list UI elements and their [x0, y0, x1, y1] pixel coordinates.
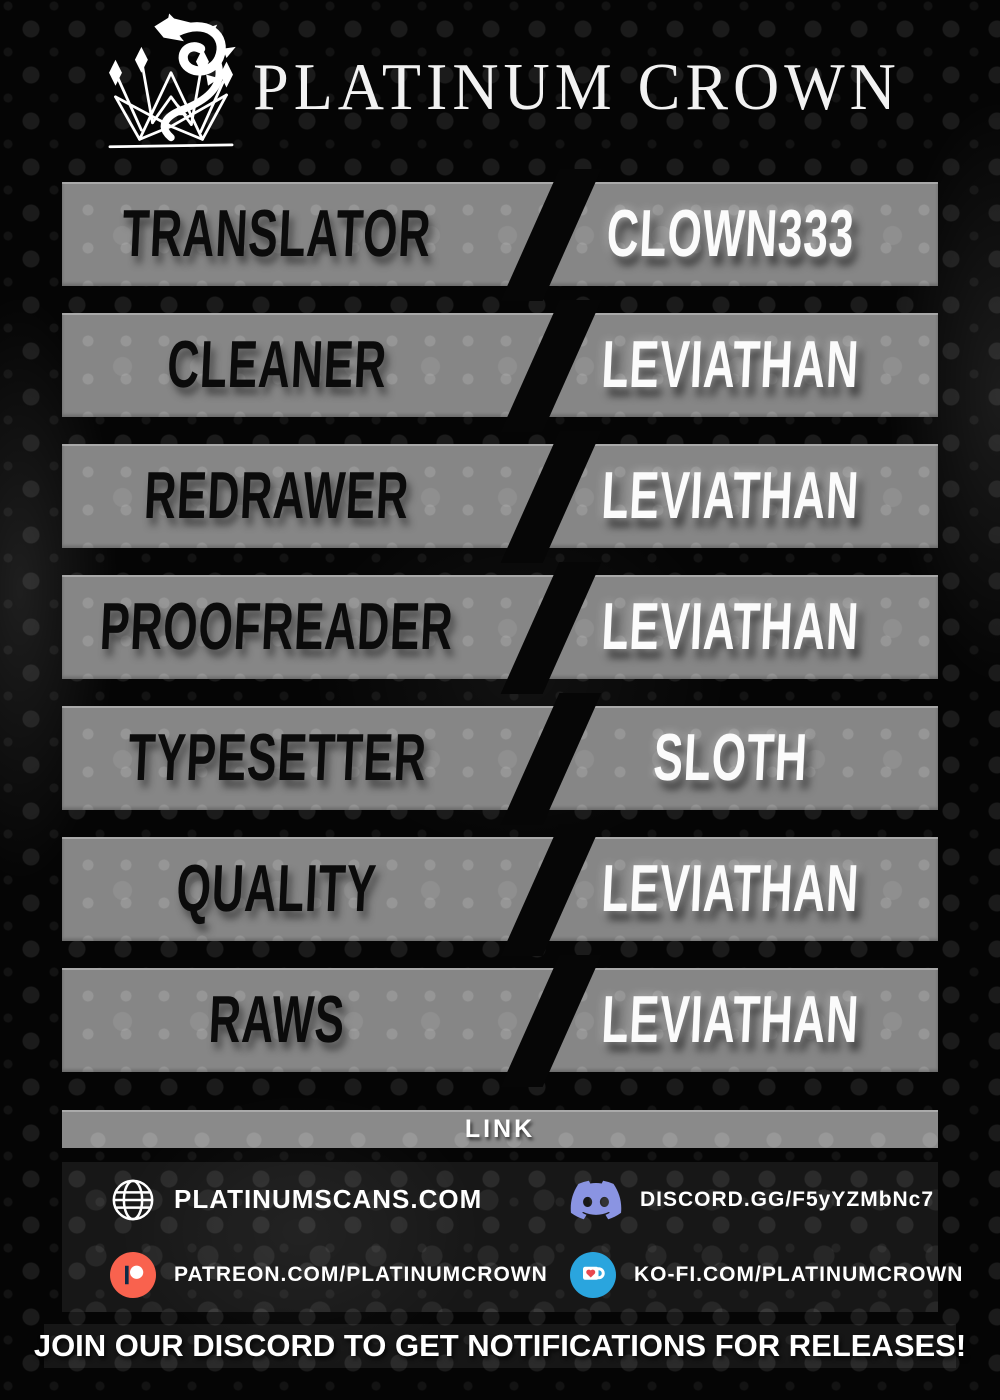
links-header: [62, 1110, 938, 1148]
credit-role-label: QUALITY: [175, 851, 379, 927]
link-discord-label: DISCORD.GG/F5yYZMbNc7: [640, 1187, 935, 1211]
link-kofi[interactable]: [570, 1252, 963, 1298]
patreon-icon: [110, 1252, 156, 1298]
kofi-icon: [570, 1252, 616, 1298]
links-header-label: LINK: [464, 1114, 536, 1143]
brand-title: PLATINUM CROWN: [253, 49, 901, 124]
links-panel: [62, 1162, 964, 1312]
link-website-label: PLATINUMSCANS.COM: [174, 1184, 483, 1214]
credit-role-label: CLEANER: [165, 327, 389, 403]
link-kofi-label: KO-FI.COM/PLATINUMCROWN: [634, 1262, 964, 1286]
link-patreon[interactable]: [110, 1252, 570, 1298]
discord-icon: [570, 1180, 622, 1220]
link-patreon-label: PATREON.COM/PLATINUMCROWN: [174, 1262, 548, 1286]
credit-row-proofreader: [62, 575, 938, 679]
footer-banner: [33, 1324, 967, 1368]
credit-row-typesetter: [62, 706, 938, 810]
globe-icon: [110, 1177, 156, 1223]
credit-name-value: LEVIATHAN: [600, 458, 861, 534]
credits-list: [62, 182, 938, 1099]
credit-role-label: REDRAWER: [142, 458, 412, 534]
credit-name-value: LEVIATHAN: [600, 851, 861, 927]
credit-name-value: LEVIATHAN: [600, 327, 861, 403]
dragon-crown-logo-icon: [86, 8, 256, 156]
credit-role-label: TYPESETTER: [126, 720, 428, 796]
credit-name-value: CLOWN333: [605, 196, 856, 272]
link-website[interactable]: [110, 1177, 570, 1223]
credit-row-redrawer: [62, 444, 938, 548]
credit-row-quality: [62, 837, 938, 941]
footer-message: JOIN OUR DISCORD TO GET NOTIFICATIONS FOR RELEASES!: [33, 1328, 967, 1363]
credit-role-label: PROOFREADER: [98, 589, 456, 665]
credit-name-value: LEVIATHAN: [600, 982, 861, 1058]
credit-role-label: RAWS: [207, 982, 347, 1058]
credit-name-value: LEVIATHAN: [600, 589, 861, 665]
credit-row-translator: [62, 182, 938, 286]
credit-role-label: TRANSLATOR: [120, 196, 434, 272]
credit-row-cleaner: [62, 313, 938, 417]
link-discord[interactable]: [570, 1180, 963, 1220]
credit-row-raws: [62, 968, 938, 1072]
credit-name-value: SLOTH: [651, 720, 810, 796]
